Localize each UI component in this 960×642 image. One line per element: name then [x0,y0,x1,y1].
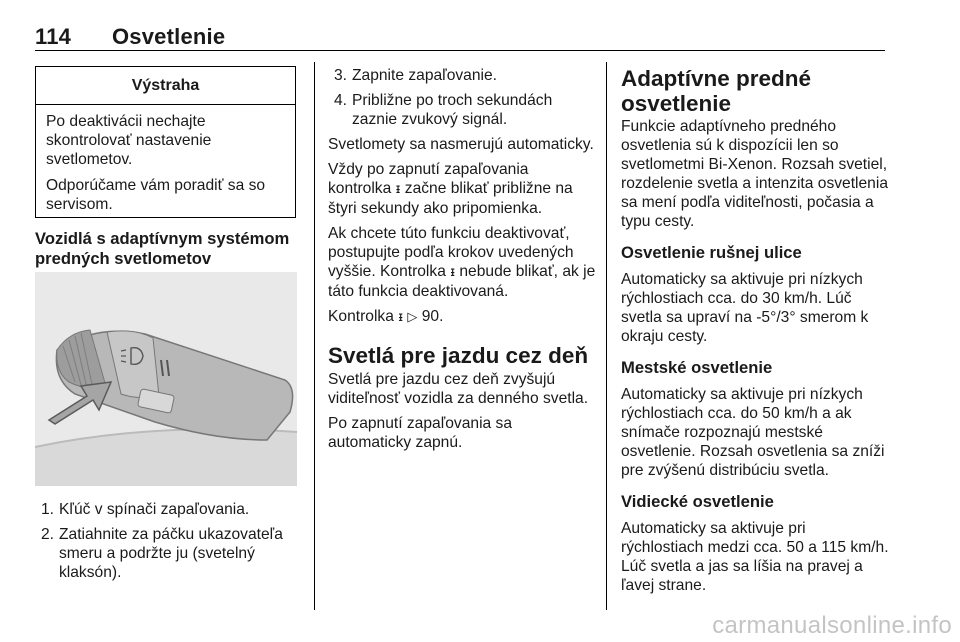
warning-text-2: Odporúčame vám poradiť sa so servisom. [46,177,266,213]
step-text: Zatiahnite za páčku ukazovateľa smeru a podržte ju (svetelný klaksón). [59,526,283,581]
step-number: 4. [334,92,348,109]
step-number: 2. [41,526,55,543]
afl-indicator-icon: ᵻ [450,265,456,280]
page-reference-icon: ▷ [407,310,418,325]
steps-list-1 [35,500,300,582]
paragraph-deactivate: Ak chcete túto funkciu deaktivovať, postupujte podľa krokov uvedených vyššie. Kontrolka ᵻ nebude blikať, ak je táto funkcia deaktivovaná. [328,225,596,300]
warning-box [35,66,296,218]
warning-title: Výstraha [36,67,295,105]
warning-text-1: Po deaktivácii nechajte skontrolovať nastavenie svetlometov. [46,113,212,168]
page-number: 114 [35,24,72,49]
column-1-heading-block [35,229,300,269]
page-header [35,22,885,52]
heading-busy-street-lighting: Osvetlenie rušnej ulice [621,243,802,262]
chapter-title: Osvetlenie [112,24,226,49]
paragraph-reminder: Vždy po zapnutí zapaľovania kontrolka ᵻ začne blikať približne na štyri sekundy ako pripomienka. [328,161,573,217]
step-number: 1. [41,501,55,518]
step-text: Približne po troch sekundách zaznie zvukový signál. [352,92,553,128]
afl-indicator-icon: ᵻ [395,182,401,197]
paragraph-busy-street: Automaticky sa aktivuje pri nízkych rýchlostiach cca. do 30 km/h. Lúč svetla sa upraví na -5°/3° smerom k okraju cesty. [621,271,869,345]
paragraph-city: Automaticky sa aktivuje pri nízkych rýchlostiach cca. do 50 km/h a ak snímače rozpoznajú mestské osvetlenie. Rozsah osvetlenia sa zníži pre zvýšenú distribúciu svetla. [621,386,885,479]
steps-list-2 [328,66,596,129]
column-3 [621,66,889,595]
column-1-steps [35,500,300,588]
column-2 [328,66,596,452]
heading-city-lighting: Mestské osvetlenie [621,358,773,377]
paragraph-country: Automaticky sa aktivuje pri rýchlostiach medzi cca. 50 a 115 km/h. Lúč svetla a jas sa líšia na pravej a ľavej strane. [621,520,889,594]
paragraph-indicator-ref: Kontrolka ᵻ ▷ 90. [328,308,444,325]
header-rule [35,50,885,51]
list-item [35,525,300,582]
watermark: carmanualsonline.info [712,612,952,639]
heading-country-lighting: Vidiecké osvetlenie [621,492,774,511]
step-text: Zapnite zapaľovanie. [352,67,497,84]
paragraph-afl-intro: Funkcie adaptívneho predného osvetlenia sú k dispozícii len so svetlometmi Bi-Xenon. Rozsah svetiel, rozdelenie svetla a intenzita osvetlenia sa mení podľa viditeľnosti, počasia a typu cesty. [621,118,888,230]
paragraph-drl: Svetlá pre jazdu cez deň zvyšujú viditeľnosť vozidla za denného svetla. [328,371,589,407]
heading-adaptive-front-lighting: Adaptívne predné osvetlenie [621,66,812,116]
paragraph-drl-auto: Po zapnutí zapaľovania sa automaticky zapnú. [328,415,513,451]
column-divider-2 [606,62,607,610]
step-number: 3. [334,67,348,84]
list-item [328,66,596,85]
afl-indicator-icon: ᵻ [398,310,404,325]
paragraph-auto-aim: Svetlomety sa nasmerujú automaticky. [328,136,594,153]
page-reference: 90. [421,308,444,325]
list-item [328,91,596,129]
column-divider-1 [314,62,315,610]
turn-signal-lever-drawing [35,272,297,486]
section-heading-adaptive-headlights: Vozidlá s adaptívnym systémom predných svetlometov [35,229,290,268]
lever-illustration [35,272,297,486]
step-text: Kľúč v spínači zapaľovania. [59,501,250,518]
warning-body [36,105,295,214]
list-item [35,500,300,519]
heading-daytime-running-lights: Svetlá pre jazdu cez deň [328,343,589,368]
